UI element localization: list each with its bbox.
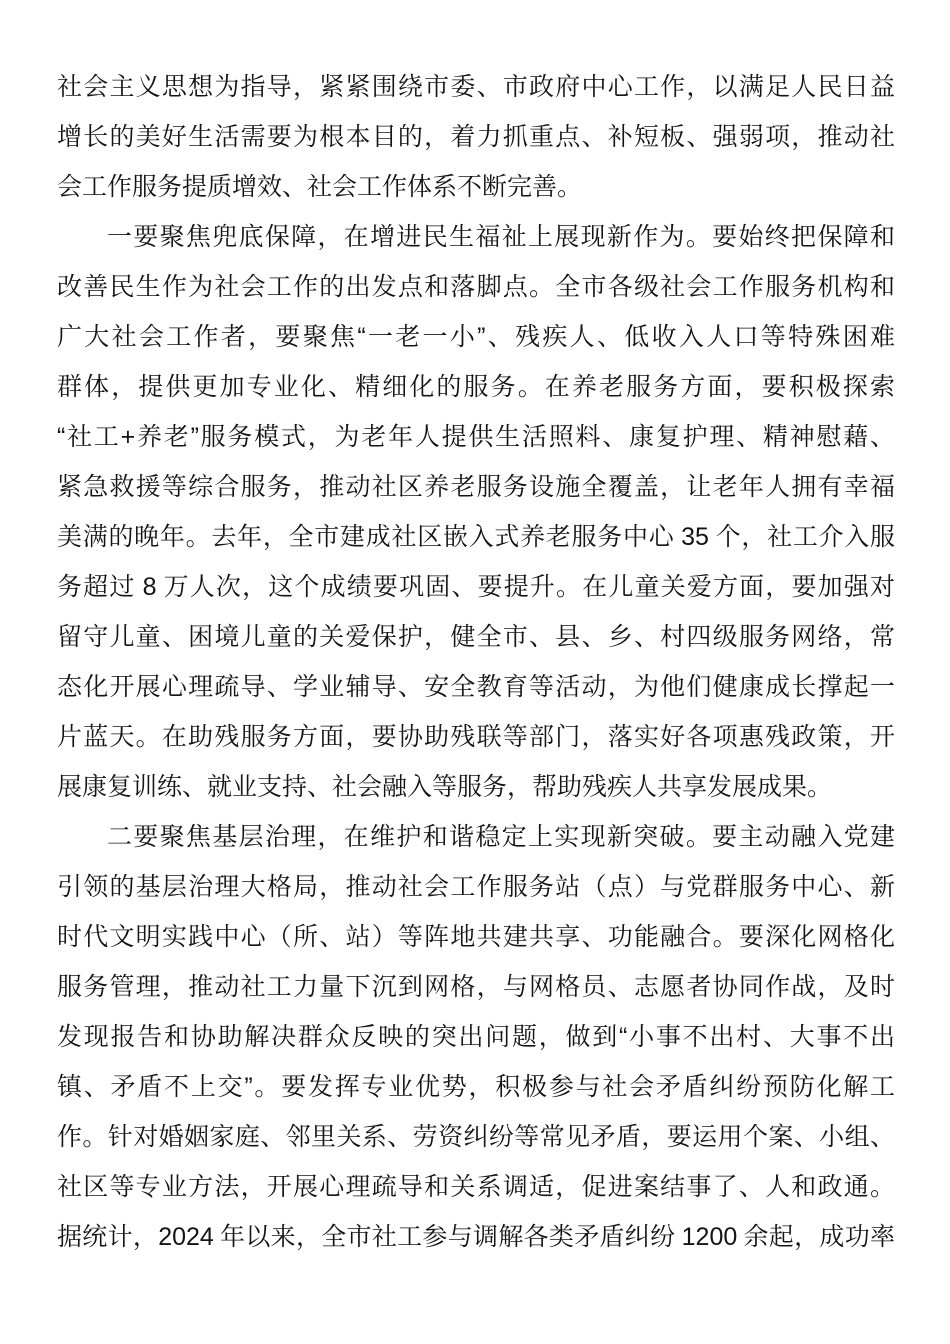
text-line: 一要聚焦兜底保障，在增进民生福祉上展现新作为。要始终把保障和 xyxy=(107,223,895,251)
text-line: 改善民生作为社会工作的出发点和落脚点。全市各级社会工作服务机构和 xyxy=(57,273,895,301)
text-line: 会工作服务提质增效、社会工作体系不断完善。 xyxy=(57,173,583,201)
text-line: 增长的美好生活需要为根本目的，着力抓重点、补短板、强弱项，推动社 xyxy=(57,123,895,151)
text-line: 态化开展心理疏导、学业辅导、安全教育等活动，为他们健康成长撑起一 xyxy=(57,673,895,701)
text-line: 展康复训练、就业支持、社会融入等服务，帮助残疾人共享发展成果。 xyxy=(57,773,833,801)
text-line: “社工+养老”服务模式，为老年人提供生活照料、康复护理、精神慰藉、 xyxy=(57,423,895,451)
text-line: 群体，提供更加专业化、精细化的服务。在养老服务方面，要积极探索 xyxy=(57,373,895,401)
text-line: 据统计，2024 年以来，全市社工参与调解各类矛盾纠纷 1200 余起，成功率 xyxy=(57,1223,895,1251)
paragraph-second-point xyxy=(57,812,895,1262)
text-line: 社区等专业方法，开展心理疏导和关系调适，促进案结事了、人和政通。 xyxy=(57,1173,895,1201)
document-body-text xyxy=(57,62,895,1262)
text-line: 美满的晚年。去年，全市建成社区嵌入式养老服务中心 35 个，社工介入服 xyxy=(57,523,895,551)
text-line: 二要聚焦基层治理，在维护和谐稳定上实现新突破。要主动融入党建 xyxy=(107,823,895,851)
text-line: 务超过 8 万人次，这个成绩要巩固、要提升。在儿童关爱方面，要加强对 xyxy=(57,573,895,601)
paragraph-first-point xyxy=(57,212,895,812)
text-line: 片蓝天。在助残服务方面，要协助残联等部门，落实好各项惠残政策，开 xyxy=(57,723,895,751)
text-line: 广大社会工作者，要聚焦“一老一小”、残疾人、低收入人口等特殊困难 xyxy=(57,323,895,351)
text-line: 引领的基层治理大格局，推动社会工作服务站（点）与党群服务中心、新 xyxy=(57,873,895,901)
text-line: 作。针对婚姻家庭、邻里关系、劳资纠纷等常见矛盾，要运用个案、小组、 xyxy=(57,1123,895,1151)
text-line: 发现报告和协助解决群众反映的突出问题，做到“小事不出村、大事不出 xyxy=(57,1023,895,1051)
text-line: 紧急救援等综合服务，推动社区养老服务设施全覆盖，让老年人拥有幸福 xyxy=(57,473,895,501)
text-line: 留守儿童、困境儿童的关爱保护，健全市、县、乡、村四级服务网络，常 xyxy=(57,623,895,651)
text-line: 镇、矛盾不上交”。要发挥专业优势，积极参与社会矛盾纠纷预防化解工 xyxy=(57,1073,895,1101)
text-line: 社会主义思想为指导，紧紧围绕市委、市政府中心工作，以满足人民日益 xyxy=(57,73,895,101)
paragraph-continuation xyxy=(57,62,895,212)
text-line: 服务管理，推动社工力量下沉到网格，与网格员、志愿者协同作战，及时 xyxy=(57,973,895,1001)
text-line: 时代文明实践中心（所、站）等阵地共建共享、功能融合。要深化网格化 xyxy=(57,923,895,951)
